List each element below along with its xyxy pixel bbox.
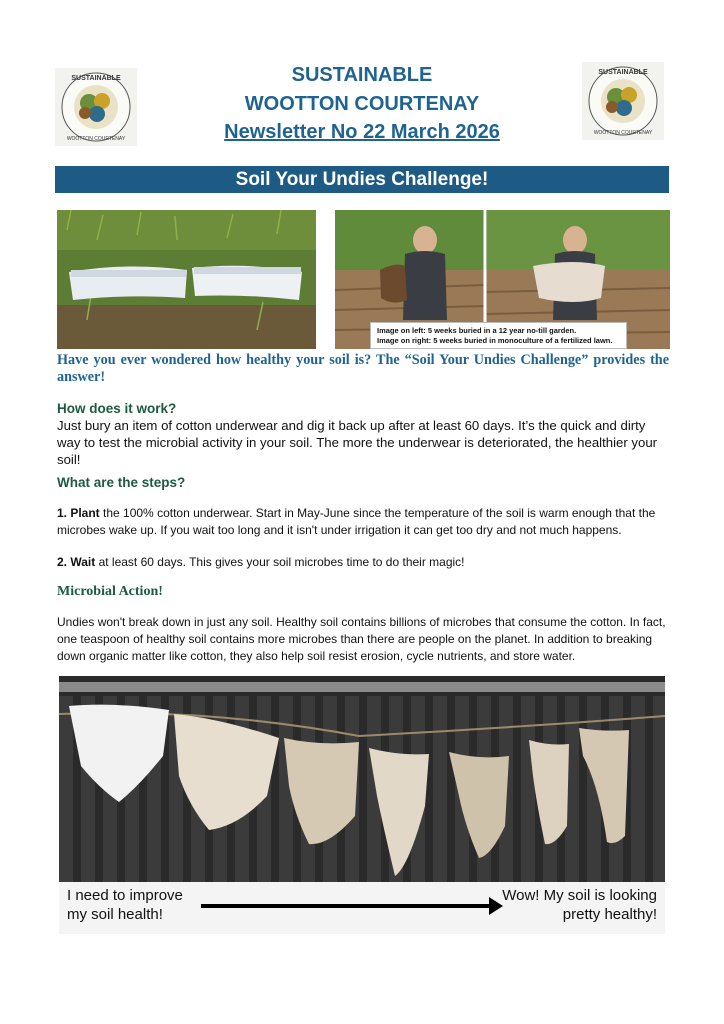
title-line-1: SUSTAINABLE — [291, 64, 433, 86]
how-it-works-body: Just bury an item of cotton underwear and dig it back up after at least 60 days. It’s the quick and dirty way to test the microbial activity in your soil. The more the underwear is deteriorated, the healthier your soil! — [57, 418, 658, 467]
heading-microbial-action: Microbial Action! — [57, 584, 163, 599]
svg-text:WOOTTON COURTENAY: WOOTTON COURTENAY — [66, 136, 126, 142]
step-1 — [57, 505, 669, 539]
step-2-text: at least 60 days. This gives your soil microbes time to do their magic! — [95, 555, 465, 569]
intro-text: Have you ever wondered how healthy your soil is? The “Soil Your Undies Challenge” provides the answer! — [57, 352, 669, 385]
section-banner: Soil Your Undies Challenge! — [55, 166, 669, 193]
photo-caption — [370, 322, 627, 349]
caption-line-2: Image on right: 5 weeks buried in monoculture of a fertilized lawn. — [377, 336, 613, 345]
scale-left-label — [67, 886, 183, 924]
newsletter-issue: Newsletter No 22 March 2026 — [224, 121, 500, 143]
scale-right-line-2: pretty healthy! — [562, 906, 657, 923]
caption-line-1: Image on left: 5 weeks buried in a 12 year no-till garden. — [377, 326, 577, 335]
scale-arrow-line — [201, 904, 489, 908]
microbial-body: Undies won't break down in just any soil. Healthy soil contains billions of microbes that consume the cotton. In fact, one teaspoon of healthy soil contains more microbes than there are people on the planet. In addition to breaking down organic matter like cotton, they also help soil resist erosion, cycle nutrients, and store water. — [57, 615, 666, 663]
heading-steps: What are the steps? — [57, 475, 186, 490]
soil-health-scale — [59, 882, 665, 934]
scale-right-line-1: Wow! My soil is looking — [502, 887, 657, 904]
logo-right — [582, 62, 664, 140]
scale-right-label — [502, 886, 657, 924]
title-line-2: WOOTTON COURTENAY — [244, 93, 480, 115]
photo-undies-on-grass — [57, 210, 316, 349]
step-2-label: 2. Wait — [57, 555, 96, 569]
svg-text:SUSTAINABLE: SUSTAINABLE — [71, 75, 121, 82]
step-2 — [57, 554, 669, 571]
heading-how-it-works: How does it work? — [57, 401, 177, 416]
scale-left-line-2: my soil health! — [67, 906, 163, 923]
step-1-text: the 100% cotton underwear. Start in May-June since the temperature of the soil is warm enough that the microbes wake up. If you wait too long and it isn't under irrigation it can get too dry and not much happens. — [57, 506, 656, 537]
svg-text:WOOTTON COURTENAY: WOOTTON COURTENAY — [593, 130, 653, 136]
scale-arrow-head-icon — [489, 897, 503, 915]
step-1-label: 1. Plant — [57, 506, 100, 520]
scale-left-line-1: I need to improve — [67, 887, 183, 904]
svg-text:SUSTAINABLE: SUSTAINABLE — [598, 69, 648, 76]
logo-left — [55, 68, 137, 146]
